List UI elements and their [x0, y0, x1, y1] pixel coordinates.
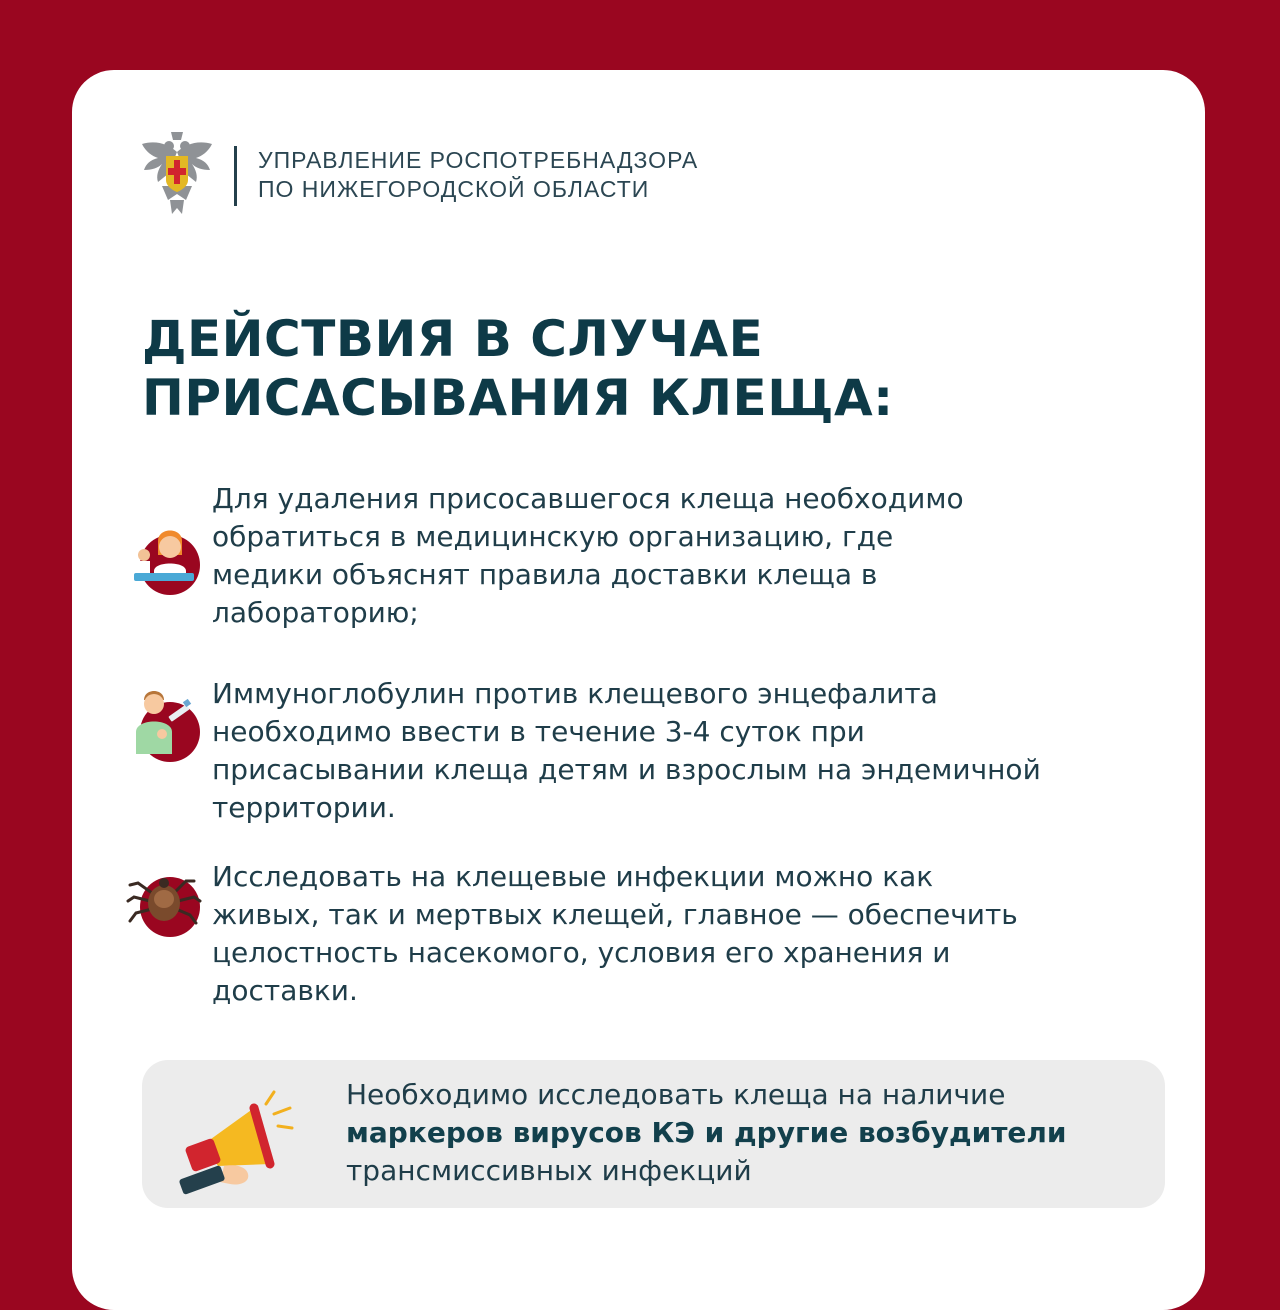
note-line: трансмиссивных инфекций [346, 1154, 752, 1187]
coat-of-arms-icon [138, 130, 216, 216]
megaphone-icon [174, 1086, 304, 1196]
page-title-line: ДЕЙСТВИЯ В СЛУЧАЕ [142, 310, 764, 368]
note-text [346, 1076, 1067, 1190]
text-line: обратиться в медицинскую организацию, где [212, 520, 894, 553]
list-item-text [212, 858, 1018, 1010]
page-title [142, 310, 1142, 428]
text-line: живых, так и мертвых клещей, главное — обеспечить [212, 898, 1018, 931]
text-line: Исследовать на клещевые инфекции можно как [212, 860, 934, 893]
vaccination-icon [124, 682, 204, 762]
list-item-text [212, 675, 1041, 827]
header [138, 130, 838, 220]
text-line: лабораторию; [212, 596, 419, 629]
org-name-line-2: ПО НИЖЕГОРОДСКОЙ ОБЛАСТИ [258, 176, 650, 202]
doctor-icon [124, 515, 204, 595]
text-line: целостность насекомого, условия его хранения и [212, 936, 951, 969]
text-line: необходимо ввести в течение 3-4 суток при [212, 715, 865, 748]
text-line: Иммуноглобулин против клещевого энцефалита [212, 677, 938, 710]
org-name-line-1: УПРАВЛЕНИЕ РОСПОТРЕБНАДЗОРА [258, 147, 699, 173]
content-card [72, 70, 1205, 1310]
note-line-bold: маркеров вирусов КЭ и другие возбудители [346, 1116, 1067, 1149]
text-line: доставки. [212, 974, 358, 1007]
note-box [142, 1060, 1165, 1208]
tick-icon [124, 863, 204, 943]
header-divider [234, 146, 237, 206]
text-line: Для удаления присосавшегося клеща необходимо [212, 482, 964, 515]
text-line: присасывании клеща детям и взрослым на эндемичной [212, 753, 1041, 786]
page-title-line: ПРИСАСЫВАНИЯ КЛЕЩА: [142, 369, 894, 427]
list-item-text [212, 480, 964, 632]
note-line: Необходимо исследовать клеща на наличие [346, 1078, 1006, 1111]
text-line: медики объяснят правила доставки клеща в [212, 558, 878, 591]
text-line: территории. [212, 791, 396, 824]
